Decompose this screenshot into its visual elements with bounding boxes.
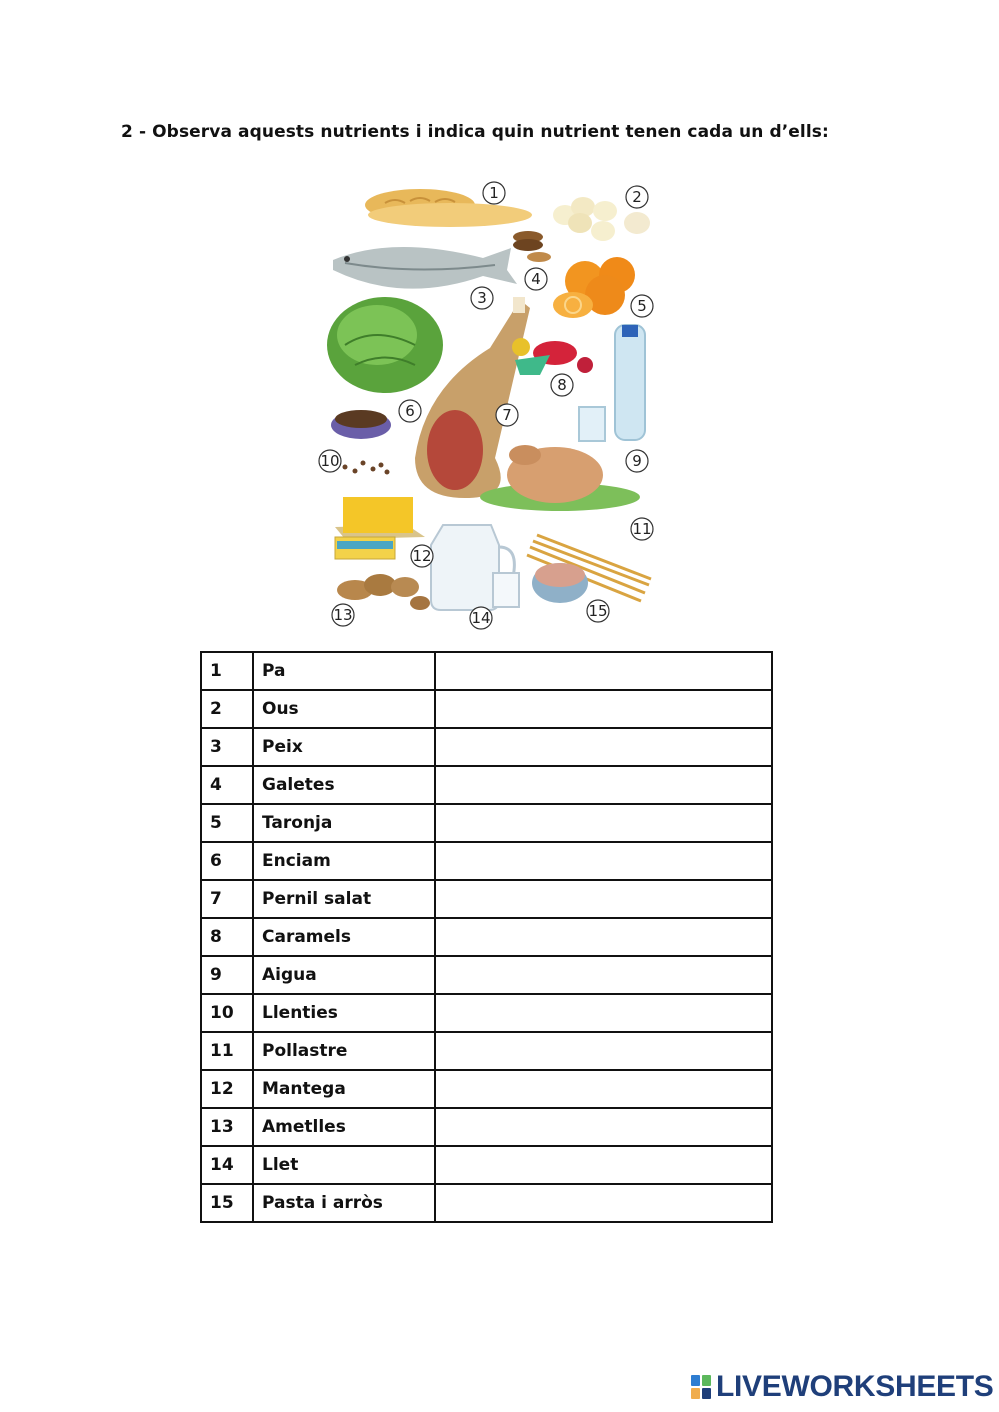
food-name: Pasta i arròs	[253, 1184, 435, 1222]
row-number: 3	[201, 728, 253, 766]
label-4: 4	[531, 270, 541, 288]
label-7: 7	[502, 406, 512, 424]
answer-cell	[435, 1108, 772, 1146]
row-number: 1	[201, 652, 253, 690]
water-bottle-image	[579, 325, 645, 441]
label-12: 12	[412, 547, 432, 565]
table-row	[201, 652, 772, 690]
label-3: 3	[477, 289, 487, 307]
table-row	[201, 1146, 772, 1184]
table-row	[201, 1108, 772, 1146]
row-number: 10	[201, 994, 253, 1032]
nutrient-answer-input[interactable]	[436, 729, 771, 765]
nutrient-answer-input[interactable]	[436, 691, 771, 727]
label-14: 14	[471, 609, 491, 627]
label-10: 10	[320, 452, 340, 470]
nutrient-answer-input[interactable]	[436, 1033, 771, 1069]
answer-cell	[435, 1070, 772, 1108]
answer-cell	[435, 804, 772, 842]
food-name: Ametlles	[253, 1108, 435, 1146]
answer-cell	[435, 728, 772, 766]
label-1: 1	[489, 184, 499, 202]
row-number: 4	[201, 766, 253, 804]
answer-cell	[435, 956, 772, 994]
logo-square-green	[702, 1375, 711, 1386]
row-number: 11	[201, 1032, 253, 1070]
table-row	[201, 690, 772, 728]
table-row	[201, 1184, 772, 1222]
answer-cell	[435, 1146, 772, 1184]
food-name: Peix	[253, 728, 435, 766]
row-number: 9	[201, 956, 253, 994]
answer-cell	[435, 766, 772, 804]
instruction-text: 2 - Observa aquests nutrients i indica quin nutrient tenen cada un d’ells:	[121, 122, 829, 142]
row-number: 2	[201, 690, 253, 728]
answer-cell	[435, 690, 772, 728]
liveworksheets-logo-icon	[690, 1374, 712, 1400]
food-name: Pollastre	[253, 1032, 435, 1070]
lettuce-image	[327, 297, 443, 393]
answer-cell	[435, 842, 772, 880]
answer-cell	[435, 1032, 772, 1070]
nutrient-answer-input[interactable]	[436, 957, 771, 993]
label-15: 15	[588, 602, 608, 620]
nutrient-answer-input[interactable]	[436, 843, 771, 879]
food-name: Galetes	[253, 766, 435, 804]
oranges-image	[553, 257, 635, 318]
row-number: 14	[201, 1146, 253, 1184]
label-8: 8	[557, 376, 567, 394]
label-13: 13	[333, 606, 353, 624]
food-name: Llenties	[253, 994, 435, 1032]
label-11: 11	[632, 520, 652, 538]
biscuits-image	[513, 231, 551, 262]
food-name: Mantega	[253, 1070, 435, 1108]
table-row	[201, 1070, 772, 1108]
row-number: 5	[201, 804, 253, 842]
answer-cell	[435, 1184, 772, 1222]
liveworksheets-text: LIVEWORKSHEETS	[716, 1370, 994, 1403]
pasta-rice-image	[527, 535, 651, 603]
nutrient-answer-input[interactable]	[436, 1071, 771, 1107]
food-name: Enciam	[253, 842, 435, 880]
table-row	[201, 728, 772, 766]
food-illustration-svg	[315, 175, 665, 635]
chicken-image	[480, 445, 640, 511]
food-name: Caramels	[253, 918, 435, 956]
label-2: 2	[632, 188, 642, 206]
row-number: 13	[201, 1108, 253, 1146]
row-number: 7	[201, 880, 253, 918]
food-name: Taronja	[253, 804, 435, 842]
table-row	[201, 880, 772, 918]
nutrient-answer-input[interactable]	[436, 1147, 771, 1183]
row-number: 15	[201, 1184, 253, 1222]
nutrient-answer-input[interactable]	[436, 653, 771, 689]
food-name: Aigua	[253, 956, 435, 994]
logo-square-navy	[702, 1388, 711, 1399]
nutrient-answer-input[interactable]	[436, 995, 771, 1031]
answer-cell	[435, 880, 772, 918]
table-row	[201, 842, 772, 880]
food-name: Llet	[253, 1146, 435, 1184]
table-row	[201, 918, 772, 956]
bread-image	[365, 189, 532, 227]
food-name: Pernil salat	[253, 880, 435, 918]
nutrient-answer-input[interactable]	[436, 919, 771, 955]
table-row	[201, 956, 772, 994]
nutrient-answer-input[interactable]	[436, 805, 771, 841]
label-6: 6	[405, 402, 415, 420]
food-name: Pa	[253, 652, 435, 690]
table-row	[201, 804, 772, 842]
candies-image	[512, 338, 593, 375]
row-number: 12	[201, 1070, 253, 1108]
answer-cell	[435, 652, 772, 690]
table-row	[201, 994, 772, 1032]
row-number: 6	[201, 842, 253, 880]
label-9: 9	[632, 452, 642, 470]
logo-square-orange	[691, 1388, 700, 1399]
nutrients-table	[200, 651, 773, 1223]
table-row	[201, 766, 772, 804]
almonds-image	[337, 574, 430, 610]
logo-square-blue	[691, 1375, 700, 1386]
nutrient-answer-input[interactable]	[436, 1109, 771, 1145]
food-name: Ous	[253, 690, 435, 728]
liveworksheets-brand	[690, 1370, 994, 1404]
nutrient-answer-input[interactable]	[436, 1185, 771, 1221]
food-illustration	[315, 175, 665, 635]
answer-cell	[435, 994, 772, 1032]
table-row	[201, 1032, 772, 1070]
milk-jug-image	[431, 525, 519, 610]
label-5: 5	[637, 297, 647, 315]
nutrient-answer-input[interactable]	[436, 767, 771, 803]
nutrients-table-body	[201, 652, 772, 1222]
answer-cell	[435, 918, 772, 956]
fish-image	[333, 247, 517, 289]
nutrient-answer-input[interactable]	[436, 881, 771, 917]
row-number: 8	[201, 918, 253, 956]
